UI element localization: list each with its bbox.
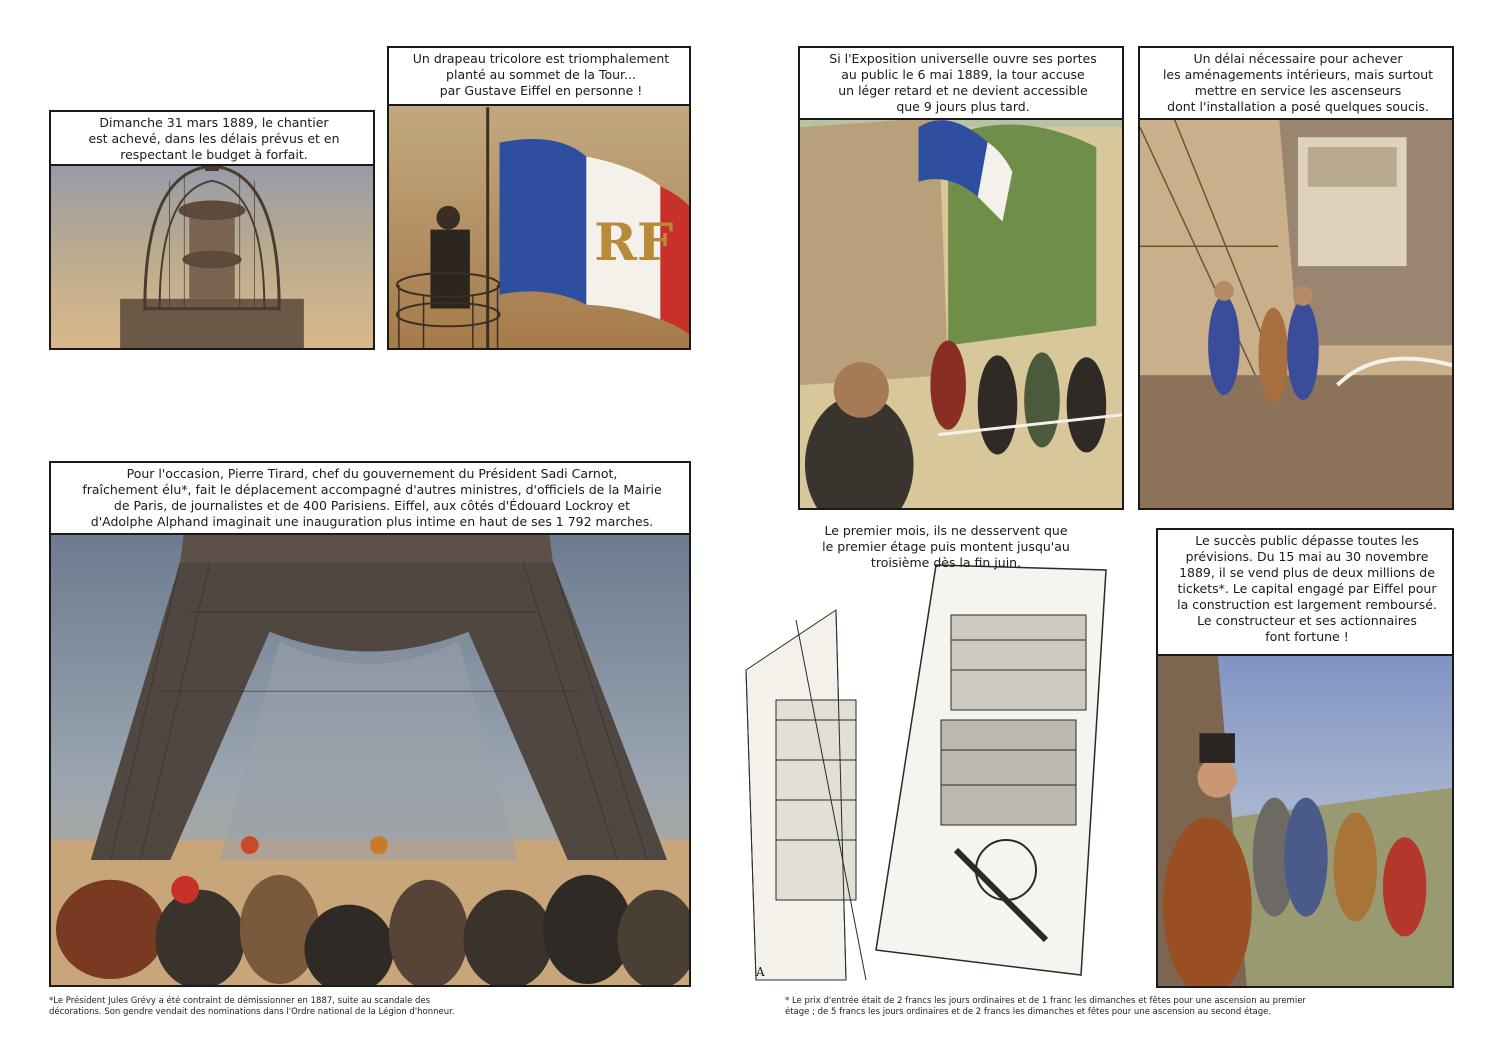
panel-tower-summit — [49, 110, 375, 350]
panel4-caption: Si l'Exposition universelle ouvre ses portes au public le 6 mai 1889, la tour accuse un léger retard et ne devient accessible que 9 jours plus tard. — [798, 46, 1124, 120]
panel3-caption: Pour l'occasion, Pierre Tirard, chef du gouvernement du Président Sadi Carnot, fraîchement élu*, fait le déplacement accompagné d'autres ministres, d'officiels de la Mairie de Paris, de journalistes et de 400 Parisiens. Eiffel, aux côtés d'Édouard Lockroy et d'Adolphe Alphand imaginait une inauguration plus intime en haut de ses 1 792 marches. — [49, 461, 691, 535]
panel-exposition-opening — [798, 46, 1124, 510]
panel-flag-raising — [387, 46, 691, 350]
panel6-caption: Le premier mois, ils ne desservent que le premier étage puis montent jusqu'au troisième dès la fin juin. — [822, 523, 1070, 570]
flag-blue-stripe — [500, 139, 587, 305]
panel-elevator-installation — [1138, 46, 1454, 510]
panel-tower-view — [1156, 528, 1454, 988]
right-footnote: * Le prix d'entrée était de 2 francs les jours ordinaires et de 1 franc les dimanches et fêtes pour une ascension au premier étage ; de 5 francs les jours ordinaires et de 2 francs les dimanches et fêtes pour une ascension au second étage. — [785, 996, 1306, 1017]
panel2-caption: Un drapeau tricolore est triomphalement planté au sommet de la Tour... par Gustave Eiffel en personne ! — [387, 46, 691, 106]
panel-inauguration-crowd — [49, 461, 691, 987]
engraving-illustrations — [736, 520, 1146, 988]
panel5-caption: Un délai nécessaire pour achever les aménagements intérieurs, mais surtout mettre en service les ascenseurs dont l'installation a posé quelques soucis. — [1138, 46, 1454, 120]
engraving-letter: A — [756, 965, 765, 979]
panel-elevator-engravings — [736, 520, 1146, 988]
eiffel-tower-crowd-illustration — [51, 463, 689, 985]
left-footnote: *Le Président Jules Grévy a été contraint de démissionner en 1887, suite au scandale des décorations. Son gendre vendait des nominations dans l'Ordre national de la Légion d'honneur. — [49, 996, 455, 1017]
engraving-left — [746, 610, 866, 980]
panel1-caption: Dimanche 31 mars 1889, le chantier est achevé, dans les délais prévus et en respectant le budget à forfait. — [49, 110, 375, 166]
engraving-right — [876, 565, 1106, 975]
panel7-caption: Le succès public dépasse toutes les prévisions. Du 15 mai au 30 novembre 1889, il se vend plus de deux millions de tickets*. Le capital engagé par Eiffel pour la construction est largement remboursé. Le constructeur et ses actionnaires font fortune ! — [1156, 528, 1454, 656]
flag-rf-letters: RF — [594, 213, 674, 274]
